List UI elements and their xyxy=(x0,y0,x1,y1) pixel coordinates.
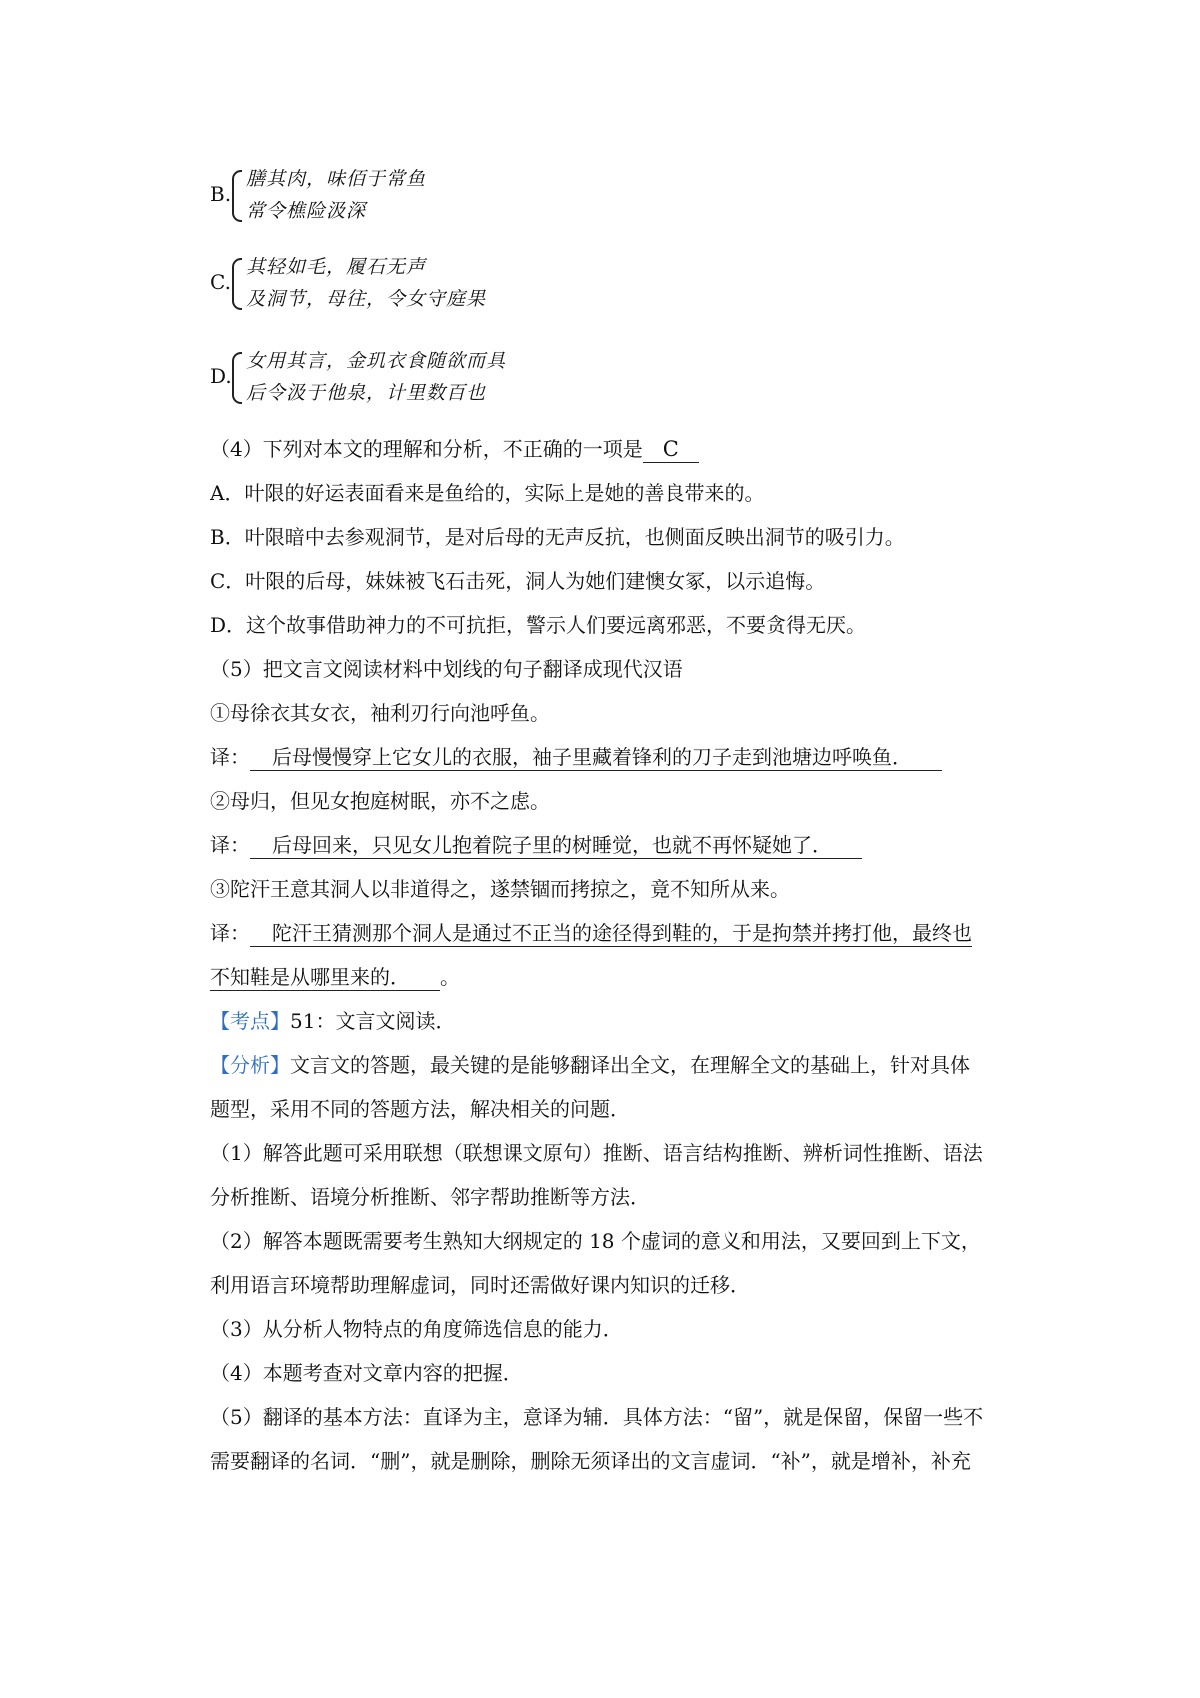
fenxi-text: 文言文的答题，最关键的是能够翻译出全文，在理解全文的基础上，针对具体 xyxy=(290,1053,970,1077)
translation-prefix: 译： xyxy=(210,833,250,857)
q5-item2-source: ②母归，但见女抱庭树眠，亦不之虑。 xyxy=(210,789,550,813)
translation-answer: 后母回来，只见女儿抱着院子里的树睡觉，也就不再怀疑她了． xyxy=(250,832,862,859)
q5-item2-translation xyxy=(210,832,862,859)
q4-choice-d: D．这个故事借助神力的不可抗拒，警示人们要远离邪恶，不要贪得无厌。 xyxy=(210,613,867,637)
option-d xyxy=(210,346,910,408)
q5-item3-source: ③陀汗王意其洞人以非道得之，遂禁锢而拷掠之，竟不知所从来。 xyxy=(210,877,790,901)
analysis-line: （4）本题考查对文章内容的把握． xyxy=(210,1361,523,1385)
brace-icon xyxy=(232,170,242,222)
option-line: 女用其言，金玑衣食随欲而具 xyxy=(246,350,507,372)
q4-answer: C xyxy=(643,436,699,463)
option-letter: B. xyxy=(210,182,232,206)
q5-item3-translation xyxy=(210,920,972,947)
brace-icon xyxy=(232,352,242,404)
option-letter: C. xyxy=(210,270,231,294)
brace-icon xyxy=(232,258,242,310)
translation-answer: 后母慢慢穿上它女儿的衣服，袖子里藏着锋利的刀子走到池塘边呼唤鱼． xyxy=(250,744,942,771)
translation-tail: 。 xyxy=(440,965,460,989)
analysis-line: 分析推断、语境分析推断、邻字帮助推断等方法． xyxy=(210,1185,650,1209)
translation-answer: 不知鞋是从哪里来的． xyxy=(210,964,440,991)
option-c xyxy=(210,252,910,314)
q4-stem xyxy=(210,436,699,463)
q5-item1-translation xyxy=(210,744,942,771)
analysis-line: （2）解答本题既需要考生熟知大纲规定的 18 个虚词的意义和用法，又要回到上下文， xyxy=(210,1229,981,1253)
fenxi xyxy=(210,1052,970,1078)
analysis-line: （5）翻译的基本方法：直译为主，意译为辅．具体方法：“留”，就是保留，保留一些不 xyxy=(210,1405,984,1429)
translation-answer: 陀汗王猜测那个洞人是通过不正当的途径得到鞋的，于是拘禁并拷打他，最终也 xyxy=(250,920,972,947)
analysis-line: （1）解答此题可采用联想（联想课文原句）推断、语言结构推断、辨析词性推断、语法 xyxy=(210,1141,983,1165)
option-line: 后令汲于他泉，计里数百也 xyxy=(246,382,487,404)
analysis-line: 利用语言环境帮助理解虚词，同时还需做好课内知识的迁移． xyxy=(210,1273,750,1297)
option-b xyxy=(210,164,910,226)
kaodian-text: 51：文言文阅读． xyxy=(290,1009,456,1033)
option-line: 膳其肉，味佰于常鱼 xyxy=(246,168,427,190)
option-line: 其轻如毛，履石无声 xyxy=(246,256,427,278)
q4-choice-a: A．叶限的好运表面看来是鱼给的，实际上是她的善良带来的。 xyxy=(210,481,765,505)
option-line: 常令樵险汲深 xyxy=(246,200,367,222)
kaodian-tag: 【考点】 xyxy=(210,1009,290,1033)
q5-stem: （5）把文言文阅读材料中划线的句子翻译成现代汉语 xyxy=(210,657,683,681)
fenxi-tag: 【分析】 xyxy=(210,1053,290,1077)
q5-item3-translation-cont xyxy=(210,964,460,991)
analysis-line: （3）从分析人物特点的角度筛选信息的能力． xyxy=(210,1317,623,1341)
q4-stem-text: （4）下列对本文的理解和分析，不正确的一项是 xyxy=(210,437,643,461)
option-line: 及洞节，母往，令女守庭果 xyxy=(246,288,487,310)
translation-prefix: 译： xyxy=(210,921,250,945)
kaodian xyxy=(210,1008,455,1034)
analysis-line: 需要翻译的名词．“删”，就是删除，删除无须译出的文言虚词．“补”，就是增补，补充 xyxy=(210,1449,971,1473)
q5-item1-source: ①母徐衣其女衣，袖利刃行向池呼鱼。 xyxy=(210,701,550,725)
fenxi-cont: 题型，采用不同的答题方法，解决相关的问题． xyxy=(210,1097,630,1121)
option-letter: D. xyxy=(210,364,232,388)
q4-choice-c: C．叶限的后母，妹妹被飞石击死，洞人为她们建懊女冢，以示追悔。 xyxy=(210,569,826,593)
translation-prefix: 译： xyxy=(210,745,250,769)
q4-choice-b: B．叶限暗中去参观洞节，是对后母的无声反抗，也侧面反映出洞节的吸引力。 xyxy=(210,525,905,549)
